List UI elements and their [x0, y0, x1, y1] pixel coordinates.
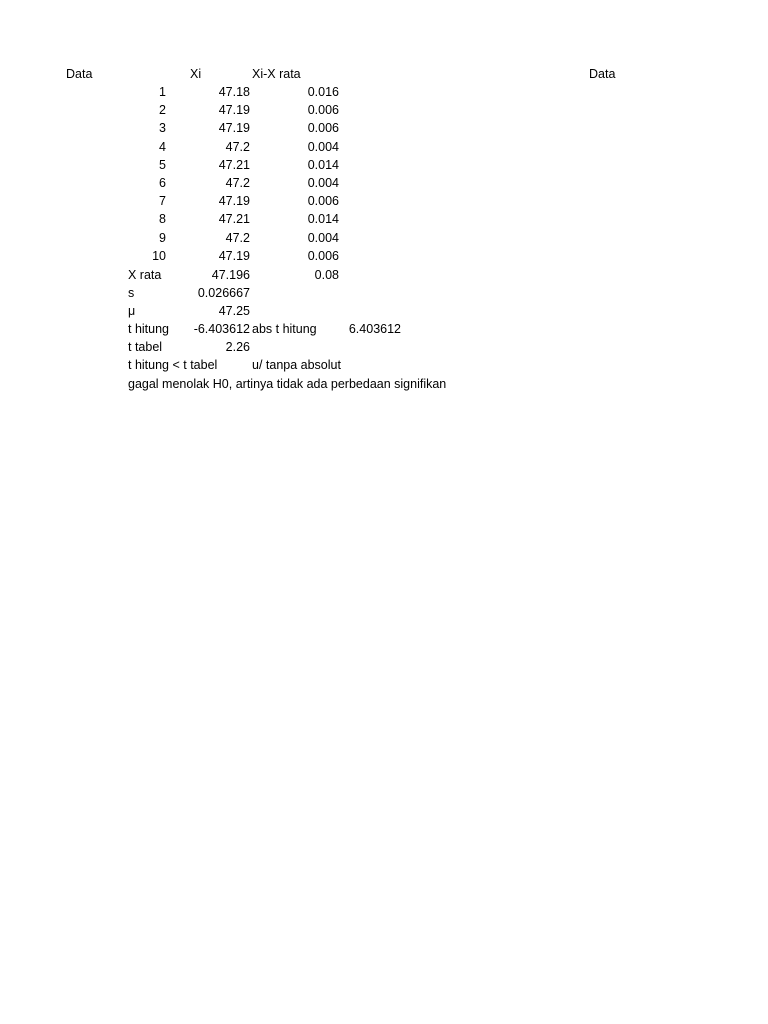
row-number: 7	[159, 194, 166, 208]
row-number: 4	[159, 140, 166, 154]
deviation-value: 0.006	[307, 121, 339, 135]
thitung-value: -6.403612	[193, 322, 250, 336]
xi-value: 47.18	[218, 85, 250, 99]
deviation-value: 0.006	[307, 194, 339, 208]
row-number: 8	[159, 212, 166, 226]
deviation-value: 0.006	[307, 103, 339, 117]
row-number: 3	[159, 121, 166, 135]
deviation-value: 0.004	[307, 140, 339, 154]
xrata-label: X rata	[128, 268, 162, 282]
xi-value: 47.21	[218, 212, 250, 226]
row-number: 6	[159, 176, 166, 190]
xi-value: 47.19	[218, 249, 250, 263]
xi-value: 47.21	[218, 158, 250, 172]
conclusion-text: gagal menolak H0, artinya tidak ada perbedaan signifikan	[128, 377, 447, 391]
row-number: 9	[159, 231, 166, 245]
xi-value: 47.19	[218, 121, 250, 135]
xi-value: 47.2	[225, 140, 250, 154]
ttabel-label: t tabel	[128, 340, 163, 354]
mu-label: μ	[128, 304, 136, 318]
row-number: 10	[152, 249, 166, 263]
deviation-value: 0.014	[307, 158, 339, 172]
deviation-value: 0.016	[307, 85, 339, 99]
deviation-value: 0.004	[307, 231, 339, 245]
deviation-value: 0.004	[307, 176, 339, 190]
abs-thitung-label: abs t hitung	[252, 322, 317, 336]
absolute-note: u/ tanpa absolut	[252, 358, 341, 372]
deviation-value: 0.014	[307, 212, 339, 226]
header-xi-minus-xrata: Xi-X rata	[252, 67, 301, 81]
s-value: 0.026667	[197, 286, 250, 300]
deviation-value: 0.006	[307, 249, 339, 263]
header-data: Data	[66, 67, 93, 81]
xrata-value: 47.196	[211, 268, 250, 282]
xi-value: 47.2	[225, 176, 250, 190]
abs-thitung-value: 6.403612	[348, 322, 401, 336]
s-label: s	[128, 286, 135, 300]
ttabel-value: 2.26	[225, 340, 250, 354]
thitung-label: t hitung	[128, 322, 170, 336]
row-number: 1	[159, 85, 166, 99]
comparison-text: t hitung < t tabel	[128, 358, 218, 372]
xi-value: 47.19	[218, 103, 250, 117]
mu-value: 47.25	[218, 304, 250, 318]
deviation-total: 0.08	[314, 268, 339, 282]
row-number: 5	[159, 158, 166, 172]
xi-value: 47.2	[225, 231, 250, 245]
header-data-right: Data	[589, 67, 616, 81]
row-number: 2	[159, 103, 166, 117]
header-xi: Xi	[190, 67, 202, 81]
xi-value: 47.19	[218, 194, 250, 208]
